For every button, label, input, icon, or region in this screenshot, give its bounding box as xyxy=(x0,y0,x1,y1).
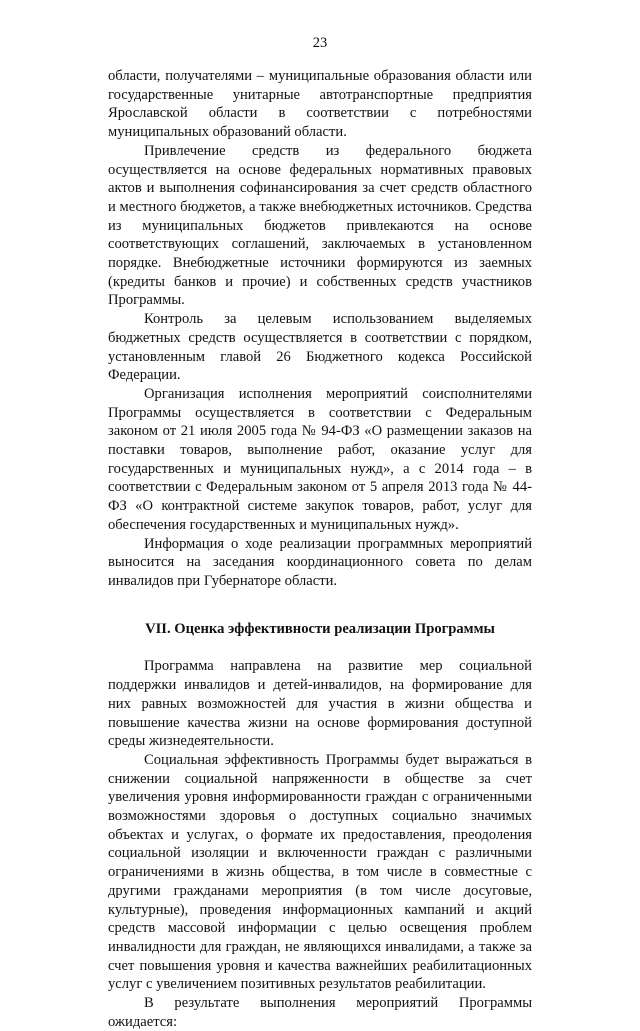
document-body xyxy=(108,67,532,1031)
spacer xyxy=(108,638,532,657)
paragraph-program-aim: Программа направлена на развитие мер социальной поддержки инвалидов и детей-инвалидов, на формирование для них равных возможностей для участия в жизни общества и повышение качества жизни на основе формирования доступной среды жизнедеятельности. xyxy=(108,658,532,750)
paragraph-progress-information: Информация о ходе реализации программных мероприятий выносится на заседания координационного совета по делам инвалидов при Губернаторе области. xyxy=(108,535,532,589)
section-title: VII. Оценка эффективности реализации Программы xyxy=(145,620,495,637)
paragraph-execution-organization: Организация исполнения мероприятий соисполнителями Программы осуществляется в соответствии с Федеральным законом от 21 июля 2005 года № 94-ФЗ «О размещении заказов на поставки товаров, выполнение работ, оказание услуг для государственных и муниципальных нужд», а с 2014 года – в соответствии с Федеральным законом от 5 апреля 2013 года № 44-ФЗ «О контрактной системе закупок товаров, работ, услуг для обеспечения государственных и муниципальных нужд». xyxy=(108,385,532,533)
paragraph-social-efficiency: Социальная эффективность Программы будет выражаться в снижении социальной напряженности в обществе за счет увеличения уровня информированности граждан с ограниченными возможностями здоровья о доступных социально значимых объектах и услугах, о формате их предоставления, преодоления социальной изоляции и включенности граждан с различными ограничениями в жизнь общества, в том числе в совместные с другими гражданами мероприятия (в том числе досуговые, культурные), проведения информационных кампаний и акций средств массовой информации с целью освещения проблем инвалидности для граждан, не являющихся инвалидами, а также за счет повышения уровня и качества важнейших реабилитационных услуг с увеличением позитивных результатов реабилитации. xyxy=(108,751,532,993)
paragraph-federal-funds: Привлечение средств из федерального бюджета осуществляется на основе федеральных нормативных правовых актов и выполнения софинансирования за счет средств областного и местного бюджетов, а также внебюджетных источников. Средства из муниципальных бюджетов привлекаются на основе соответствующих соглашений, заключаемых в установленном порядке. Внебюджетные источники формируются из заемных (кредиты банков и прочие) и собственных средств участников Программы. xyxy=(108,142,532,309)
paragraph-budget-control: Контроль за целевым использованием выделяемых бюджетных средств осуществляется в соответствии с порядком, установленным главой 26 Бюджетного кодекса Российской Федерации. xyxy=(108,311,532,384)
paragraph-funding-recipients: области, получателями – муниципальные образования области или государственные унитарные автотранспортные предприятия Ярославской области в соответствии с потребностями муниципальных образований области. xyxy=(108,68,532,141)
paragraph-expected-results: В результате выполнения мероприятий Программы ожидается: xyxy=(108,995,532,1030)
page-number: 23 xyxy=(312,35,328,51)
